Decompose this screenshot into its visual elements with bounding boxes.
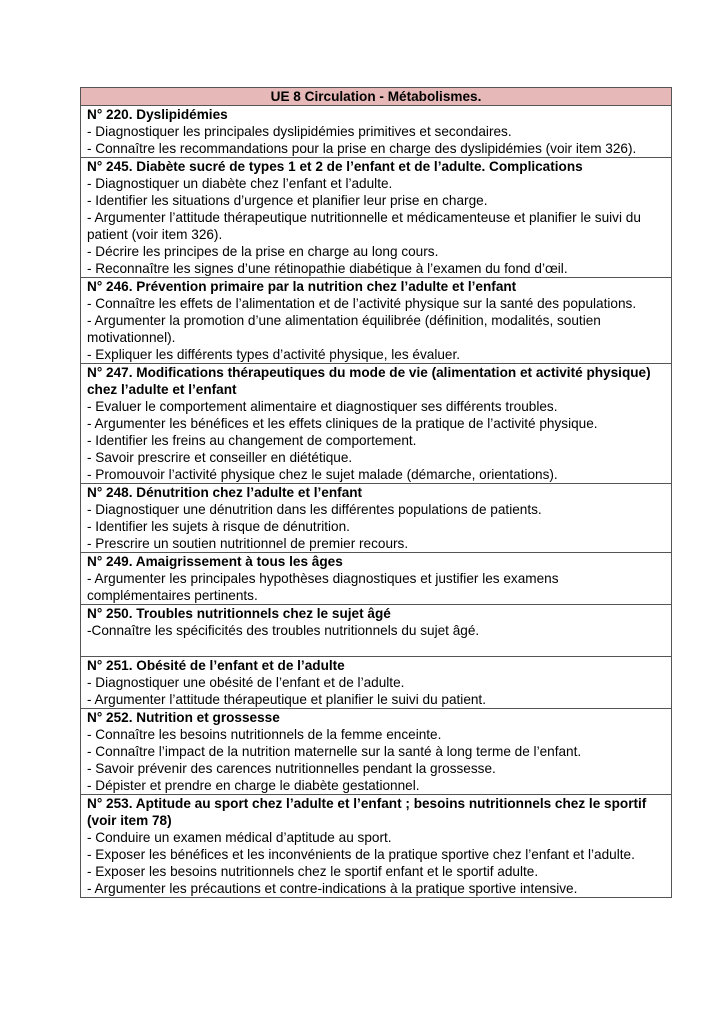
section-row (81, 106, 671, 158)
section-row (81, 278, 671, 364)
section-title: N° 253. Aptitude au sport chez l’adulte et l’enfant ; besoins nutritionnels chez le sportif (voir item 78) (87, 796, 647, 828)
objective-line: - Argumenter l’attitude thérapeutique nutritionnelle et médicamenteuse et planifier le suivi du patient (voir item 326). (87, 210, 641, 242)
objective-line: - Diagnostiquer une dénutrition dans les différentes populations de patients. (87, 502, 542, 517)
objective-line: - Argumenter les bénéfices et les effets cliniques de la pratique de l’activité physique. (87, 416, 598, 431)
objective-line: - Prescrire un soutien nutritionnel de premier recours. (87, 536, 409, 551)
objective-line: - Connaître les besoins nutritionnels de la femme enceinte. (87, 727, 442, 742)
spacer (87, 639, 665, 656)
objective-line: - Argumenter les principales hypothèses diagnostiques et justifier les examens complémentaires pertinents. (87, 571, 559, 603)
sections-container (81, 106, 671, 897)
objective-line: - Exposer les besoins nutritionnels chez le sportif enfant et le sportif adulte. (87, 864, 539, 879)
section-title: N° 246. Prévention primaire par la nutrition chez l’adulte et l’enfant (87, 279, 517, 294)
objective-line: - Evaluer le comportement alimentaire et diagnostiquer ses différents troubles. (87, 399, 558, 414)
section-row (81, 709, 671, 795)
objective-line: - Connaître les effets de l’alimentation et de l’activité physique sur la santé des populations. (87, 296, 637, 311)
objective-line: - Argumenter la promotion d’une alimentation équilibrée (définition, modalités, soutien motivationnel). (87, 313, 601, 345)
objective-line: - Reconnaître les signes d’une rétinopathie diabétique à l’examen du fond d’œil. (87, 261, 568, 276)
section-row (81, 158, 671, 278)
section-title: N° 252. Nutrition et grossesse (87, 710, 280, 725)
objective-line: - Diagnostiquer une obésité de l’enfant et de l’adulte. (87, 675, 405, 690)
section-row (81, 605, 671, 657)
section-title: N° 245. Diabète sucré de types 1 et 2 de l’enfant et de l’adulte. Complications (87, 159, 583, 174)
curriculum-table (80, 87, 672, 898)
section-title: N° 251. Obésité de l’enfant et de l’adulte (87, 658, 345, 673)
objective-line: - Argumenter les précautions et contre-indications à la pratique sportive intensive. (87, 881, 578, 896)
objective-line: -Connaître les spécificités des troubles nutritionnels du sujet âgé. (87, 623, 480, 638)
objective-line: - Exposer les bénéfices et les inconvénients de la pratique sportive chez l’enfant et l’adulte. (87, 847, 635, 862)
objective-line: - Identifier les situations d’urgence et planifier leur prise en charge. (87, 193, 488, 208)
objective-line: - Connaître l’impact de la nutrition maternelle sur la santé à long terme de l’enfant. (87, 744, 582, 759)
objective-line: - Savoir prescrire et conseiller en diététique. (87, 450, 353, 465)
objective-line: - Argumenter l’attitude thérapeutique et planifier le suivi du patient. (87, 692, 486, 707)
objective-line: - Diagnostiquer les principales dyslipidémies primitives et secondaires. (87, 124, 512, 139)
objective-line: - Conduire un examen médical d’aptitude au sport. (87, 830, 392, 845)
objective-line: - Connaître les recommandations pour la prise en charge des dyslipidémies (voir item 326). (87, 141, 637, 156)
section-row (81, 657, 671, 709)
section-row (81, 484, 671, 553)
objective-line: - Décrire les principes de la prise en charge au long cours. (87, 244, 439, 259)
section-row (81, 364, 671, 484)
section-title: N° 248. Dénutrition chez l’adulte et l’enfant (87, 485, 363, 500)
section-title: N° 247. Modifications thérapeutiques du mode de vie (alimentation et activité physique) chez l’adulte et l’enfant (87, 365, 651, 397)
section-title: N° 220. Dyslipidémies (87, 107, 228, 122)
objective-line: - Diagnostiquer un diabète chez l’enfant et l’adulte. (87, 176, 393, 191)
table-title: UE 8 Circulation - Métabolismes. (81, 88, 671, 106)
objective-line: - Savoir prévenir des carences nutritionnelles pendant la grossesse. (87, 761, 496, 776)
section-title: N° 250. Troubles nutritionnels chez le sujet âgé (87, 606, 391, 621)
objective-line: - Identifier les sujets à risque de dénutrition. (87, 519, 350, 534)
objective-line: - Dépister et prendre en charge le diabète gestationnel. (87, 778, 420, 793)
objective-line: - Identifier les freins au changement de comportement. (87, 433, 417, 448)
objective-line: - Promouvoir l’activité physique chez le sujet malade (démarche, orientations). (87, 467, 558, 482)
section-title: N° 249. Amaigrissement à tous les âges (87, 554, 343, 569)
section-row (81, 553, 671, 605)
section-row (81, 795, 671, 897)
objective-line: - Expliquer les différents types d’activité physique, les évaluer. (87, 347, 461, 362)
